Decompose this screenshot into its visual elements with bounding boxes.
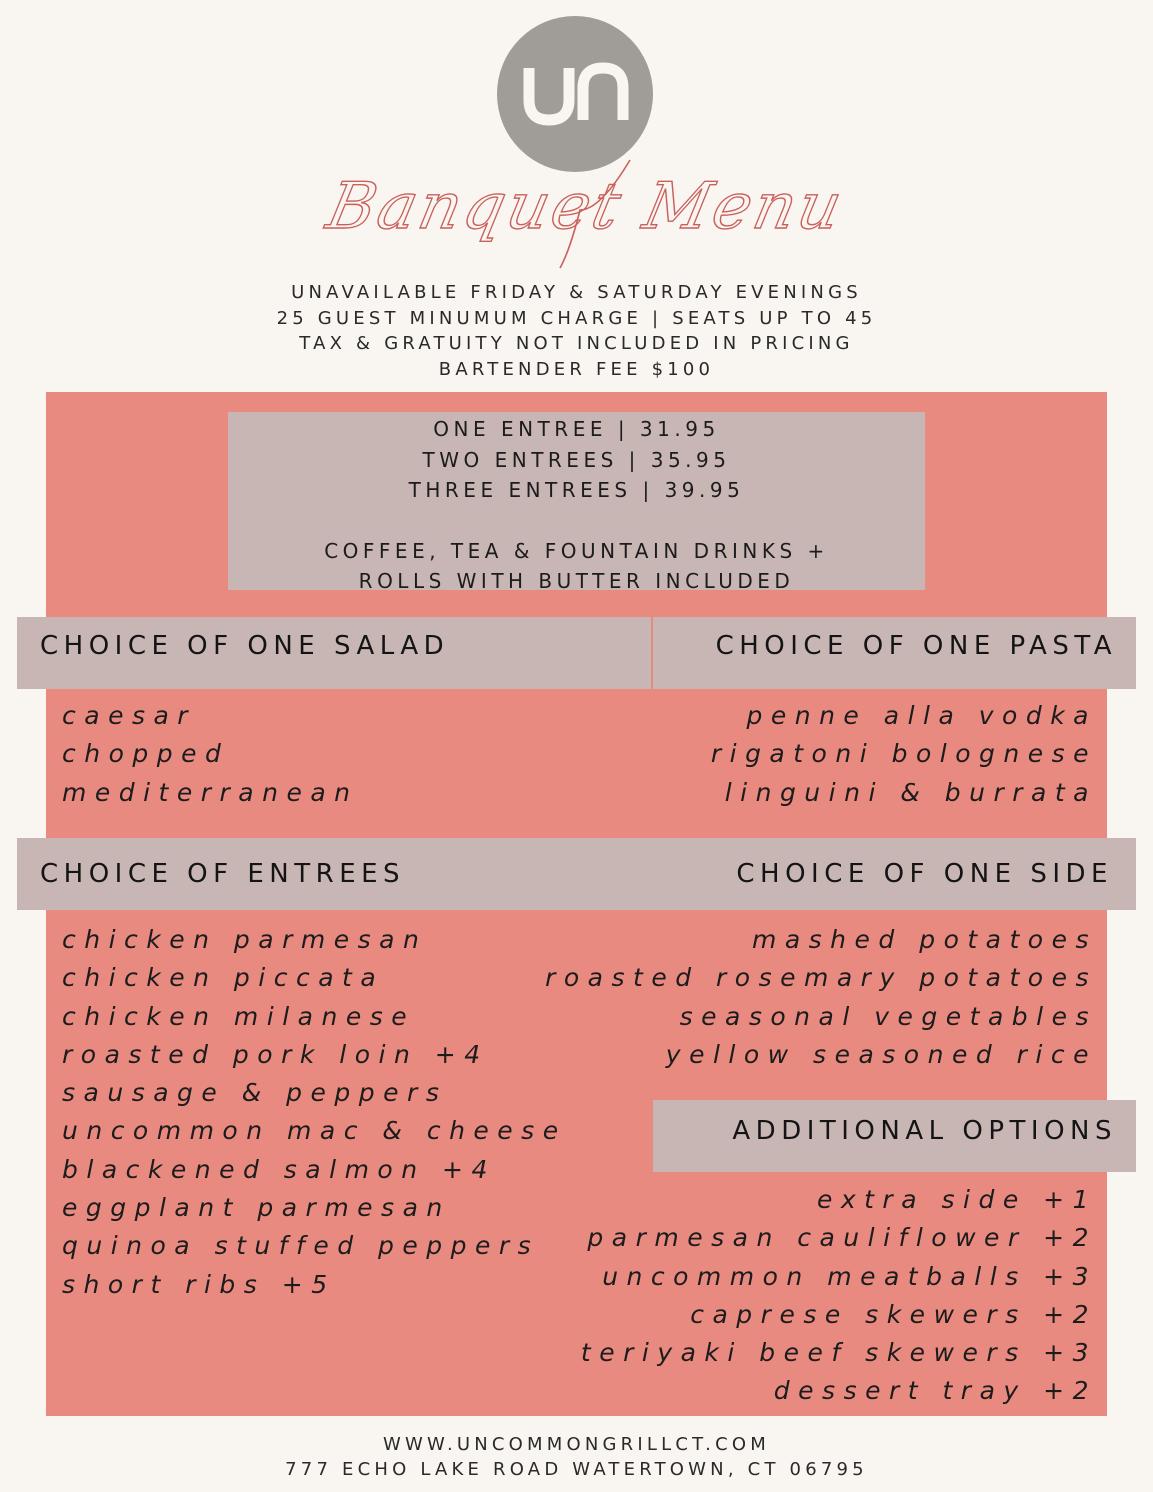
footer — [0, 1432, 1153, 1482]
salad-heading: CHOICE OF ONE SALAD — [40, 631, 450, 661]
list-item: parmesan cauliflower +2 — [587, 1223, 1097, 1253]
list-item: teriyaki beef skewers +3 — [580, 1338, 1097, 1368]
menu-title-text: Banquet Menu — [320, 169, 851, 244]
list-item: roasted pork loin +4 — [62, 1039, 489, 1069]
list-item: chicken parmesan — [62, 925, 428, 954]
list-item: chopped — [62, 739, 230, 769]
price-tier: THREE ENTREES | 39.95 — [408, 478, 745, 502]
list-item: caprese skewers +2 — [690, 1299, 1097, 1329]
list-item: linguini & burrata — [724, 777, 1097, 807]
salad-list — [62, 697, 359, 812]
list-item: sausage & peppers — [62, 1078, 448, 1108]
included-line: ROLLS WITH BUTTER INCLUDED — [358, 569, 795, 593]
list-item: short ribs +5 — [62, 1269, 336, 1299]
notice-line: 25 GUEST MINUMUM CHARGE | SEATS UP TO 45 — [276, 307, 877, 329]
list-item: blackened salmon +4 — [62, 1154, 496, 1184]
website-link[interactable]: WWW.UNCOMMONGRILLCT.COM — [383, 1434, 770, 1455]
notices — [0, 280, 1153, 382]
additional-heading: ADDITIONAL OPTIONS — [732, 1116, 1117, 1146]
list-item: uncommon meatballs +3 — [602, 1261, 1097, 1291]
side-heading: CHOICE OF ONE SIDE — [736, 859, 1113, 889]
title-script — [280, 150, 880, 270]
list-item: extra side +1 — [816, 1185, 1097, 1214]
list-item: mashed potatoes — [751, 925, 1097, 954]
list-item: mediterranean — [62, 777, 359, 807]
notice-line: BARTENDER FEE $100 — [438, 358, 715, 380]
list-item: chicken milanese — [62, 1001, 416, 1031]
included-line: COFFEE, TEA & FOUNTAIN DRINKS + — [324, 538, 829, 563]
list-item: uncommon mac & cheese — [62, 1116, 567, 1146]
list-item: roasted rosemary potatoes — [545, 963, 1097, 993]
notice-line: TAX & GRATUITY NOT INCLUDED IN PRICING — [299, 333, 854, 354]
entrees-list — [62, 921, 567, 1304]
list-item: dessert tray +2 — [773, 1376, 1097, 1406]
list-item: chicken piccata — [62, 963, 385, 993]
price-tier: ONE ENTREE | 31.95 — [433, 417, 720, 441]
list-item: caesar — [62, 701, 197, 730]
side-list — [545, 921, 1097, 1074]
pasta-list — [711, 697, 1097, 812]
menu-title — [280, 150, 880, 270]
list-item: rigatoni bolognese — [710, 739, 1097, 769]
pasta-heading: CHOICE OF ONE PASTA — [715, 631, 1117, 661]
list-item: quinoa stuffed peppers — [62, 1231, 540, 1261]
pricing-box — [228, 412, 925, 593]
price-tier: TWO ENTREES | 35.95 — [422, 447, 731, 472]
entrees-heading: CHOICE OF ENTREES — [40, 859, 406, 889]
additional-list — [581, 1181, 1097, 1411]
logo-mark — [515, 54, 635, 134]
notice-line: UNAVAILABLE FRIDAY & SATURDAY EVENINGS — [291, 282, 862, 303]
address: 777 ECHO LAKE ROAD WATERTOWN, CT 06795 — [285, 1459, 868, 1480]
list-item: yellow seasoned rice — [665, 1039, 1097, 1069]
list-item: penne alla vodka — [746, 701, 1097, 730]
list-item: eggplant parmesan — [62, 1193, 451, 1223]
list-item: seasonal vegetables — [679, 1001, 1097, 1031]
logo — [497, 16, 653, 172]
